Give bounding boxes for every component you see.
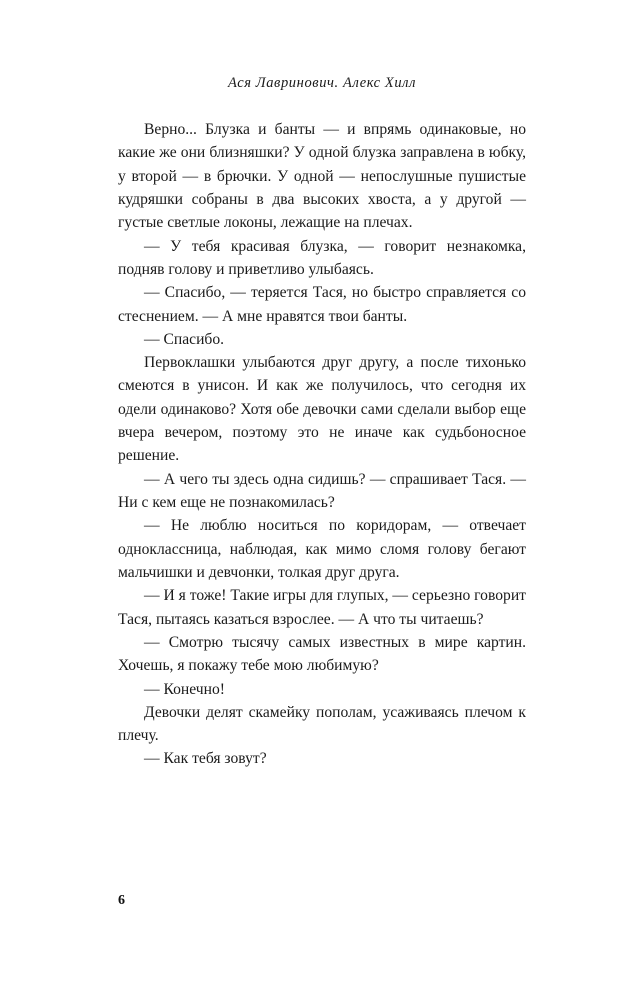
paragraph: — Смотрю тысячу самых известных в мире картин. Хочешь, я покажу тебе мою любимую? <box>118 633 526 675</box>
paragraph: — Не люблю носиться по коридорам, — отвечает одноклассница, наблюдая, как мимо сломя голову бегают мальчишки и девчонки, толкая друг друга. <box>118 517 526 581</box>
paragraph: — Спасибо. <box>144 330 225 348</box>
page-number: 6 <box>118 893 125 908</box>
paragraph: — А чего ты здесь одна сидишь? — спрашивает Тася. — Ни с кем еще не познакомилась? <box>118 470 526 511</box>
paragraph: Девочки делят скамейку пополам, усаживаясь плечом к плечу. <box>118 703 526 745</box>
body-text <box>118 118 526 771</box>
paragraph: — Конечно! <box>144 680 225 698</box>
paragraph: — У тебя красивая блузка, — говорит незнакомка, подняв голову и приветливо улыбаясь. <box>118 237 526 278</box>
paragraph: Верно... Блузка и банты — и впрямь одинаковые, но какие же они близняшки? У одной блузка заправлена в юбку, у второй — в брючки. У одной — непослушные пушистые кудряшки собраны в два высоких хвоста, а у другой — густые светлые локоны, лежащие на плечах. <box>118 121 526 232</box>
running-head: Ася Лавринович. Алекс Хилл <box>227 75 417 91</box>
paragraph: — Как тебя зовут? <box>144 750 267 768</box>
paragraph: Первоклашки улыбаются друг другу, а после тихонько смеются в унисон. И как же получилось, что сегодня их одели одинаково? Хотя обе девочки сами сделали выбор еще вчера вечером, поэтому это не иначе как судьбоносное решение. <box>118 354 526 465</box>
paragraph: — И я тоже! Такие игры для глупых, — серьезно говорит Тася, пытаясь казаться взрослее. — А что ты читаешь? <box>118 587 526 628</box>
paragraph: — Спасибо, — теряется Тася, но быстро справляется со стеснением. — А мне нравятся твои банты. <box>118 284 526 325</box>
